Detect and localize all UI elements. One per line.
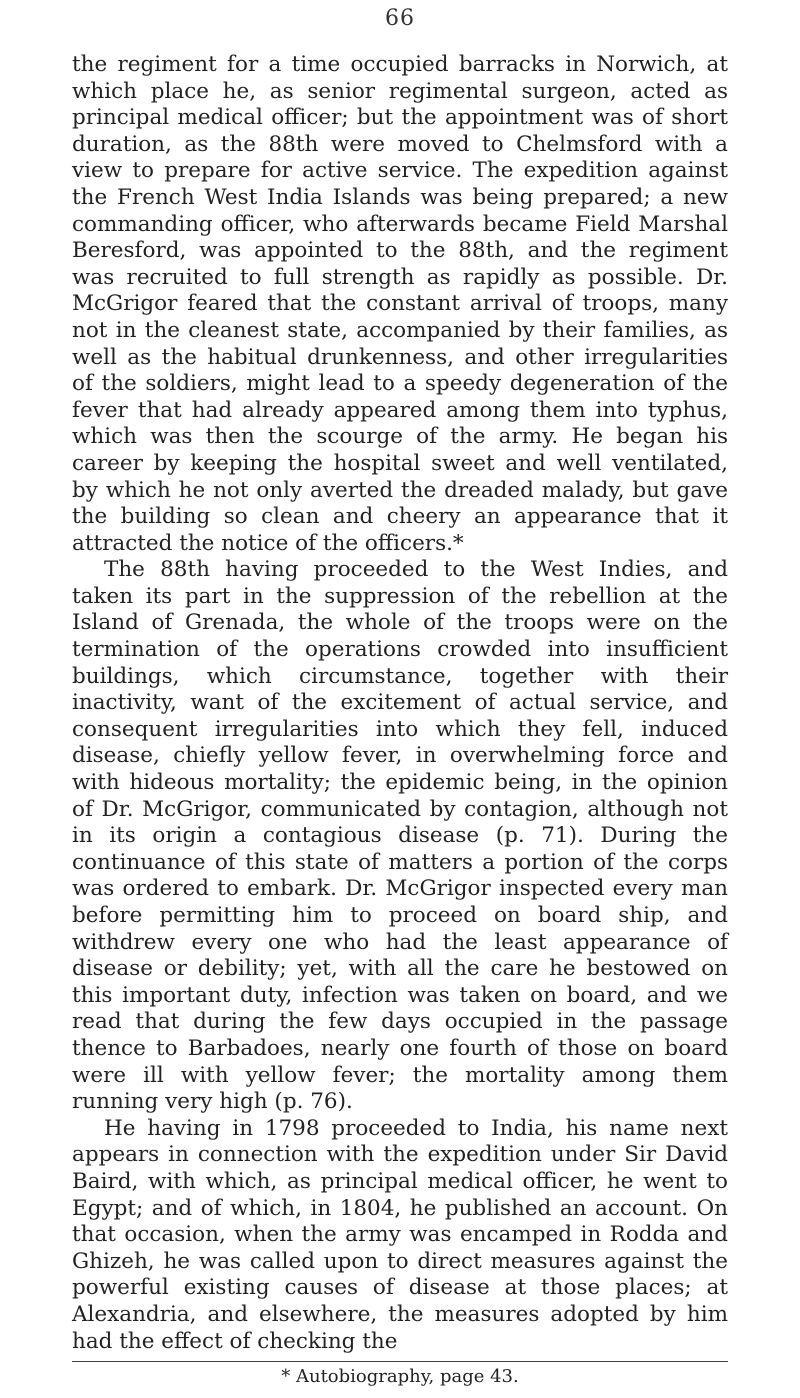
footnote: * Autobiography, page 43. bbox=[281, 1366, 519, 1388]
paragraph-3: He having in 1798 proceeded to India, his name next appears in connection with the expedition under Sir David Baird, with which, as principal medical officer, he went to Egypt; and of which, in 1804, he published an account. On that occasion, when the army was encamped in Rodda and Ghizeh, he was called upon to direct measures against the powerful existing causes of disease at those places; at Alexandria, and elsewhere, the measures adopted by him had the effect of checking the bbox=[72, 1115, 728, 1354]
paragraph-2: The 88th having proceeded to the West Indies, and taken its part in the suppression of the rebellion at the Island of Grenada, the whole of the troops were on the termination of the operations crowded into insufficient buildings, which circumstance, together with their inactivity, want of the excitement of actual service, and consequent irregularities into which they fell, induced disease, chiefly yellow fever, in overwhelming force and with hideous mortality; the epidemic being, in the opinion of Dr. McGrigor, communicated by contagion, although not in its origin a contagious disease (p. 71). During the continuance of this state of matters a portion of the corps was ordered to embark. Dr. McGrigor inspected every man before permitting him to proceed on board ship, and withdrew every one who had the least appearance of disease or debility; yet, with all the care he bestowed on this important duty, infection was taken on board, and we read that during the few days occupied in the passage thence to Barbadoes, nearly one fourth of those on board were ill with yellow fever; the mortality among them running very high (p. 76). bbox=[72, 557, 728, 1115]
book-page bbox=[72, 0, 728, 1398]
footnote-divider bbox=[72, 1361, 728, 1362]
paragraph-1: the regiment for a time occupied barracks in Norwich, at which place he, as senior regimental surgeon, acted as principal medical officer; but the appointment was of short duration, as the 88th were moved to Chelmsford with a view to prepare for active service. The expedition against the French West India Islands was being prepared; a new commanding officer, who afterwards became Field Marshal Beresford, was appointed to the 88th, and the regiment was recruited to full strength as rapidly as possible. Dr. McGrigor feared that the constant arrival of troops, many not in the cleanest state, accompanied by their families, as well as the habitual drunkenness, and other irregularities of the soldiers, might lead to a speedy degeneration of the fever that had already appeared among them into typhus, which was then the scourge of the army. He began his career by keeping the hospital sweet and well ventilated, by which he not only averted the dreaded malady, but gave the building so clean and cheery an appearance that it attracted the notice of the officers.* bbox=[72, 52, 728, 556]
body-text bbox=[72, 52, 728, 1355]
page-number: 66 bbox=[385, 6, 415, 31]
